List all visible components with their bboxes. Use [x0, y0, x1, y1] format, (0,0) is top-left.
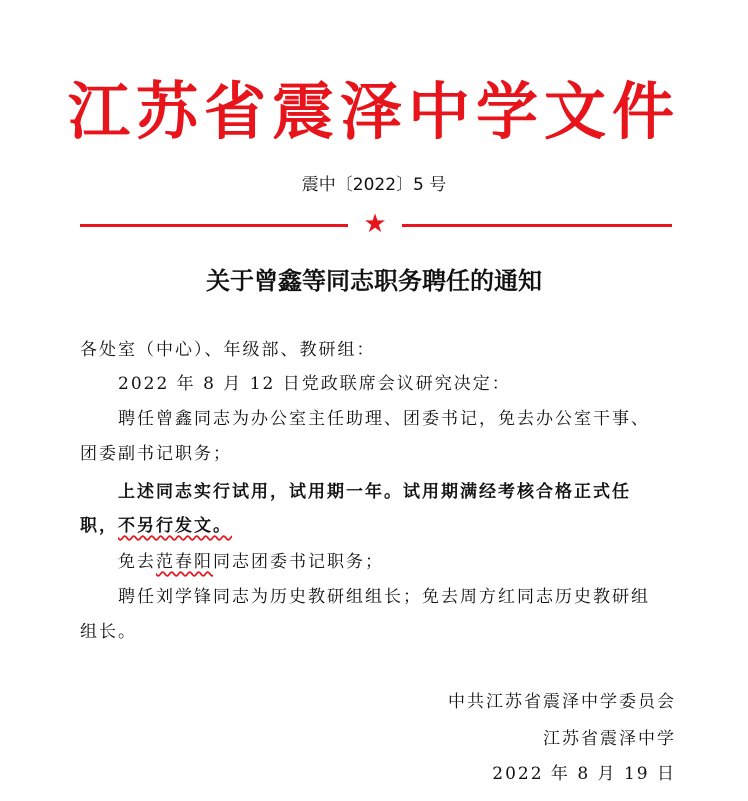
star-icon: ★ — [363, 209, 387, 239]
signature-date: 2022 年 8 月 19 日 — [492, 764, 676, 784]
paragraph-appoint-zeng-text1: 聘任曾鑫同志为办公室主任助理、团委书记，免去办公室干事、 — [118, 409, 650, 429]
paragraph-appoint-liu-text2: 组长。 — [80, 622, 137, 642]
document-header: 江苏省震泽中学文件 — [67, 75, 680, 148]
paragraph-meeting — [0, 372, 748, 396]
header-rule-left — [80, 224, 348, 227]
salutation — [0, 338, 748, 362]
paragraph-probation-line1 — [0, 480, 748, 504]
paragraph-appoint-liu-line1 — [0, 585, 748, 609]
paragraph-meeting-text: 2022 年 8 月 12 日党政联席会议研究决定： — [118, 374, 511, 394]
paragraph-remove-fan-name: 范春阳 — [156, 552, 213, 572]
paragraph-appoint-zeng-line1 — [0, 407, 748, 431]
paragraph-probation-line2 — [0, 514, 748, 538]
signature-org2: 江苏省震泽中学 — [543, 729, 676, 749]
salutation-text: 各处室（中心）、年级部、教研组： — [80, 340, 376, 360]
paragraph-probation-text2a: 职， — [80, 516, 118, 536]
paragraph-remove-fan-a: 免去 — [118, 552, 156, 572]
document-title: 关于曾鑫等同志职务聘任的通知 — [206, 267, 542, 295]
header-rule-right — [402, 224, 672, 227]
paragraph-remove-fan-c: 同志团委书记职务； — [213, 552, 384, 572]
paragraph-appoint-liu-text1: 聘任刘学锋同志为历史教研组组长；免去周方红同志历史教研组 — [118, 587, 650, 607]
paragraph-appoint-zeng-line2 — [0, 442, 748, 466]
document-number: 震中〔2022〕5 号 — [301, 175, 447, 195]
paragraph-appoint-zeng-text2: 团委副书记职务； — [80, 444, 232, 464]
paragraph-appoint-liu-line2 — [0, 620, 748, 644]
signature-org1: 中共江苏省震泽中学委员会 — [448, 692, 676, 712]
paragraph-remove-fan — [0, 550, 748, 574]
paragraph-probation-text2b: 不另行发文。 — [118, 516, 232, 536]
paragraph-probation-text1: 上述同志实行试用，试用期一年。试用期满经考核合格正式任 — [118, 482, 631, 502]
